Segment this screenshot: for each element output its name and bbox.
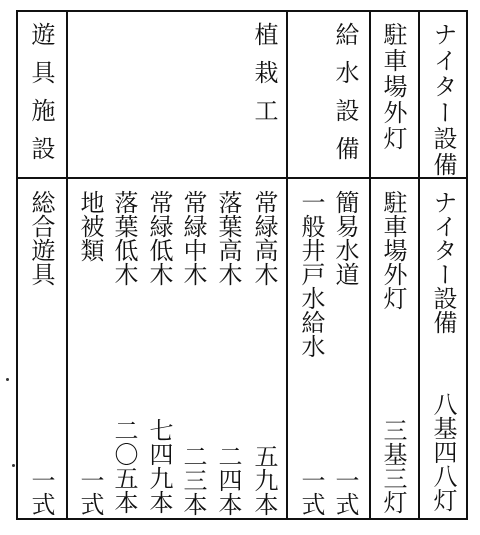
item-nighter: ナイター設備 xyxy=(429,190,457,334)
qty-playground: 一式 xyxy=(27,468,55,516)
header-playground: 遊具施設 xyxy=(27,22,55,174)
column-rule-1 xyxy=(418,10,420,520)
header-parking: 駐車場外灯 xyxy=(379,22,407,152)
qty-groundcover: 一式 xyxy=(76,468,104,516)
item-evergreen-low: 常緑低木 xyxy=(145,190,173,286)
item-evergreen-tall: 常緑高木 xyxy=(250,190,278,286)
item-evergreen-mid: 常緑中木 xyxy=(179,190,207,286)
column-rule-3 xyxy=(286,10,288,520)
column-rule-2 xyxy=(369,10,371,520)
qty-evergreen-mid: 二三本 xyxy=(179,444,207,516)
qty-water-simple: 一式 xyxy=(331,468,359,516)
qty-nighter: 八基四八灯 xyxy=(429,392,457,512)
item-playground: 総合遊具 xyxy=(27,190,55,286)
qty-parking: 三基三灯 xyxy=(379,418,407,514)
header-nighter: ナイター設備 xyxy=(429,22,457,178)
item-water-simple: 簡易水道 xyxy=(331,190,359,286)
header-water: 給水設備 xyxy=(331,22,359,174)
qty-deciduous-tall: 二四本 xyxy=(214,444,242,516)
scan-speck xyxy=(6,378,9,381)
item-water-well: 一般井戸水給水 xyxy=(297,190,325,358)
item-deciduous-tall: 落葉高木 xyxy=(214,190,242,286)
qty-evergreen-low: 七四九本 xyxy=(145,418,173,514)
item-deciduous-low: 落葉低木 xyxy=(110,190,138,286)
column-rule-4 xyxy=(66,10,68,520)
item-parking: 駐車場外灯 xyxy=(379,190,407,310)
scan-speck xyxy=(12,464,15,467)
item-groundcover: 地被類 xyxy=(76,190,104,262)
qty-deciduous-low: 二〇五本 xyxy=(110,418,138,514)
header-planting: 植栽工 xyxy=(250,22,278,136)
qty-water-well: 一式 xyxy=(297,468,325,516)
header-divider xyxy=(16,177,468,179)
qty-evergreen-tall: 五九本 xyxy=(250,444,278,516)
